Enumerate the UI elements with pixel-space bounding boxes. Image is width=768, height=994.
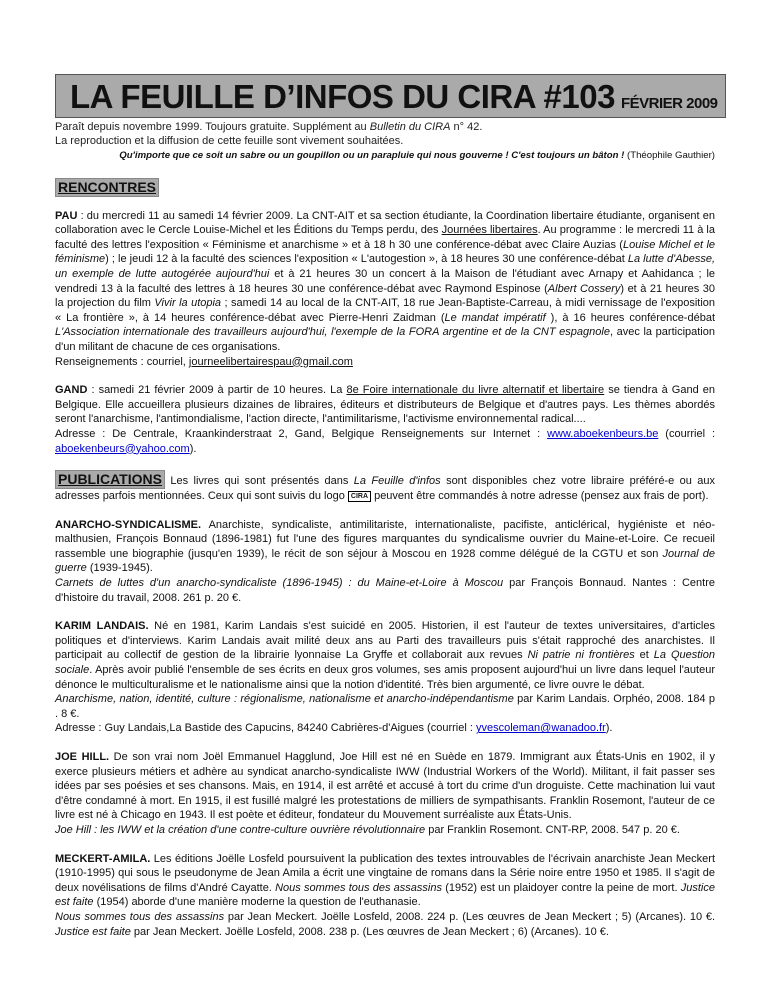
text: et à 21 heures 30 un concert à la Maison de l'étudiant avec Arnapy et Aahidanca ; le vendredi 13 à la faculté des lettres à 18 heures 30 une conférence-débat avec Raymond Espinose ( (55, 267, 716, 295)
text: par Jean Meckert. Joëlle Losfeld, 2008. 238 p. (Les œuvres de Jean Meckert ; 6) (Arcanes). 10 €. (130, 925, 609, 938)
article-heading: ANARCHO-SYNDICALISME. (55, 518, 202, 531)
issue-date: FÉVRIER 2009 (620, 95, 718, 112)
italic-text: La lutte d'Abesse, un exemple de lutte autogérée aujourd'hui (55, 253, 716, 280)
section-heading-rencontres: RENCONTRES (55, 178, 159, 197)
article-pau (55, 209, 715, 370)
text: par François Bonnaud. Nantes : Centre d'histoire du travail, 2008. 261 p. 20 €. (55, 577, 715, 604)
epigraph (55, 149, 715, 164)
italic-text: Vivir la utopia (154, 297, 222, 310)
text: sont disponibles chez votre libraire préféré-e ou aux adresses parfois mentionnées. Ceux qui sont suivis du logo (55, 475, 715, 503)
text: : du mercredi 11 au samedi 14 février 2009. La CNT-AIT et sa section étudiante, la Coordination libertaire étudiante, organisent en collaboration avec le Cercle Louise-Michel et les Éditions du Temps perdu, des (55, 209, 715, 237)
text: ). (605, 722, 613, 735)
text: par Jean Meckert. Joëlle Losfeld, 2008. 224 p. (Les œuvres de Jean Meckert ; 5) (Arcanes). 10 €. (224, 910, 715, 923)
link[interactable]: yvescoleman@wanadoo.fr (475, 722, 606, 735)
text: (1939-1945). (86, 562, 153, 575)
text: Renseignements : courriel, (55, 355, 189, 368)
article-meckert-amila (55, 852, 715, 940)
italic-text: Anarchisme, nation, identité, culture : régionalisme, nationalisme et anarcho-indépendantisme (55, 693, 514, 706)
text: Adresse : De Centrale, Kraankinderstraat 2, Gand, Belgique Renseignements sur Internet : (55, 427, 548, 440)
article-joe-hill (55, 750, 715, 838)
text: Adresse : Guy Landais,La Bastide des Capucins, 84240 Cabrières-d'Aigues (courriel : (55, 722, 476, 735)
italic-text: Nous sommes tous des assassins (275, 881, 442, 894)
text: ) ; le jeudi 12 à la faculté des sciences l'exposition « L'autogestion », à 18 heures 30 une conférence-débat (105, 253, 628, 266)
article-heading: KARIM LANDAIS. (55, 620, 149, 633)
text: (1954) aborde d'une manière moderne la question de l'euthanasie. (93, 896, 421, 909)
text: : samedi 21 février 2009 à partir de 10 heures. La (87, 384, 347, 397)
text: par Karim Landais. Orphéo, 2008. 184 p . 8 €. (55, 693, 715, 720)
quote-author: (Théophile Gauthier) (624, 150, 715, 161)
title-text: LA FEUILLE D’INFOS DU CIRA #103 (70, 78, 615, 115)
italic-text: Louise Michel et le féminisme (55, 238, 716, 266)
italic-text: Carnets de luttes d'un anarcho-syndicaliste (1896-1945) : du Maine-et-Loire à Moscou (55, 577, 504, 590)
text: peuvent être commandés à notre adresse (pensez aux frais de port). (371, 490, 709, 503)
italic-text: Le mandat impératif (444, 311, 546, 324)
italic-text: Justice est faite (55, 925, 131, 938)
page-title (70, 78, 718, 116)
text: et (634, 649, 654, 662)
title-banner (55, 74, 726, 118)
link[interactable]: journeelibertairespau@gmail.com (188, 355, 353, 368)
text: Les livres qui sont présentés dans (164, 475, 354, 488)
italic-text: Bulletin du CIRA (369, 121, 451, 133)
cira-logo-icon: CIRA (348, 491, 371, 502)
text: Anarchiste, syndicaliste, antimilitariste, internationaliste, pacifiste, anticlérical, hygiéniste et néo-malthusien, François Bonnaud (1896-1981) fut l'une des figures marquantes du syndicalisme ouvrier du Maine-et-Loire. Ce recueil rassemble une biographie (jusqu'en 1939), le récit de son séjour à Moscou en 1928 comme délégué de la CGTU et son (55, 518, 715, 560)
link[interactable]: aboekenbeurs@yahoo.com (55, 442, 190, 455)
text: Né en 1981, Karim Landais s'est suicidé en 2005. Historien, il est l'auteur de textes universitaires, d'articles politiques et d'interviews. Karim Landais avait milité deux ans au Parti des travailleurs puis s'était rapproché des anarchistes. Il participait au collectif de gestion de la librairie lyonnaise La Gryffe et collaborait aux revues (55, 620, 715, 662)
article-gand (55, 383, 715, 456)
italic-text: La Question sociale (55, 649, 715, 677)
italic-text: Joe Hill : les IWW et la création d'une contre-culture ouvrière révolutionnaire (55, 823, 426, 836)
italic-text: L'Association internationale des travailleurs aujourd'hui, l'exemple de la FORA argentine et de la CNT espagnole (55, 326, 610, 339)
link[interactable]: Journées libertaires (441, 224, 538, 237)
quote-text: Qu'importe que ce soit un sabre ou un goupillon ou un parapluie qui nous gouverne ! C'est toujours un bâton ! (119, 150, 625, 161)
section-heading-publications: PUBLICATIONS (55, 470, 165, 489)
text: ; samedi 14 au local de la CNT-AIT, 18 rue Jean-Baptiste-Carreau, à midi vernissage de l'exposition « La frontière », à 14 heures conférence-débat avec Pierre-Henri Zaidman ( (55, 297, 715, 324)
link[interactable]: www.aboekenbeurs.be (547, 427, 659, 440)
text: n° 42. (450, 121, 483, 133)
text: ) et à 21 heures 30 la projection du film (55, 282, 715, 310)
text: Paraît depuis novembre 1999. Toujours gratuite. Supplément au (55, 121, 370, 133)
text: ), à 16 heures conférence-débat (545, 311, 716, 324)
text: (1952) est un plaidoyer contre la peine de mort. (441, 881, 681, 894)
text: ). (189, 442, 197, 455)
text: (courriel : (658, 427, 715, 440)
article-heading: PAU (55, 209, 78, 222)
article-anarcho-syndicalisme (55, 518, 715, 606)
italic-text: Albert Cossery (547, 282, 621, 295)
article-heading: JOE HILL. (55, 751, 110, 763)
text: par Franklin Rosemont. CNT-RP, 2008. 547 p. 20 €. (425, 823, 680, 836)
text: Les éditions Joëlle Losfeld poursuivent la publication des textes introuvables de l'écrivain anarchiste Jean Meckert (1910-1995) qui sous le pseudonyme de Jean Amila a écrit une vingtaine de romans dans la Série noire entre 1950 et 1985. Il s'agit de deux novélisations de films d'André Cayatte. (55, 852, 715, 894)
text: , avec la participation d'un militant de chacune de ces organisations. (55, 326, 715, 353)
italic-text: Justice est faite (55, 881, 715, 909)
italic-text: Nous sommes tous des assassins (55, 910, 225, 923)
article-heading: GAND (55, 384, 88, 397)
content (55, 120, 715, 953)
italic-text: Ni patrie ni frontières (527, 649, 635, 662)
italic-text: La Feuille d'infos (353, 475, 441, 488)
subtitle-2: La reproduction et la diffusion de cette feuille sont vivement souhaitées. (55, 135, 404, 147)
subtitle-1 (55, 120, 715, 134)
text: . Après avoir publié l'ensemble de ses écrits en deux gros volumes, ses amis proposent aujourd'hui un livre dans lequel l'auteur dénonce le multiculturalisme et le nationalisme ainsi que la notion d'identité. Très bien argumenté, ce livre ouvre le débat. (55, 664, 715, 691)
text: se tiendra à Gand en Belgique. Elle accueillera plusieurs dizaines de libraires, éditeurs et distributeurs de Belgique et d'autres pays. Les thèmes abordés seront l'anarchisme, l'antimondialisme, l'action directe, l'antimilitarisme, l'activisme environnemental radical.... (55, 384, 715, 426)
text: . Au programme : le mercredi 11 à la faculté des lettres l'exposition « Féminisme et anarchisme » et à 18 h 30 une conférence-débat avec Claire Auzias ( (55, 224, 715, 251)
article-heading: MECKERT-AMILA. (55, 852, 151, 865)
text: De son vrai nom Joël Emmanuel Hagglund, Joe Hill est né en Suède en 1879. Immigrant aux États-Unis en 1902, il y exerce plusieurs métiers et adhère au syndicat anarcho-syndicaliste IWW (Industrial Workers of the World). Militant, il fait passer ses idées par ses poésies et ses chansons. Mais, en 1914, il est arrêté et accusé à tort du crime d'un droguiste. Cette machination lui vaut d'être condamné à mort. En 1915, il est fusillé malgré les protestations de milliers de sympathisants. Franklin Rosemont, l'auteur de ce livre est né à Chicago en 1943. Il est poète et éditeur, fondateur du Mouvement surréaliste aux États-Unis. (55, 751, 715, 822)
link[interactable]: 8e Foire internationale du livre alternatif et libertaire (346, 384, 605, 397)
publications-intro (55, 470, 715, 504)
article-karim-landais (55, 619, 715, 736)
italic-text: Journal de guerre (55, 547, 715, 575)
